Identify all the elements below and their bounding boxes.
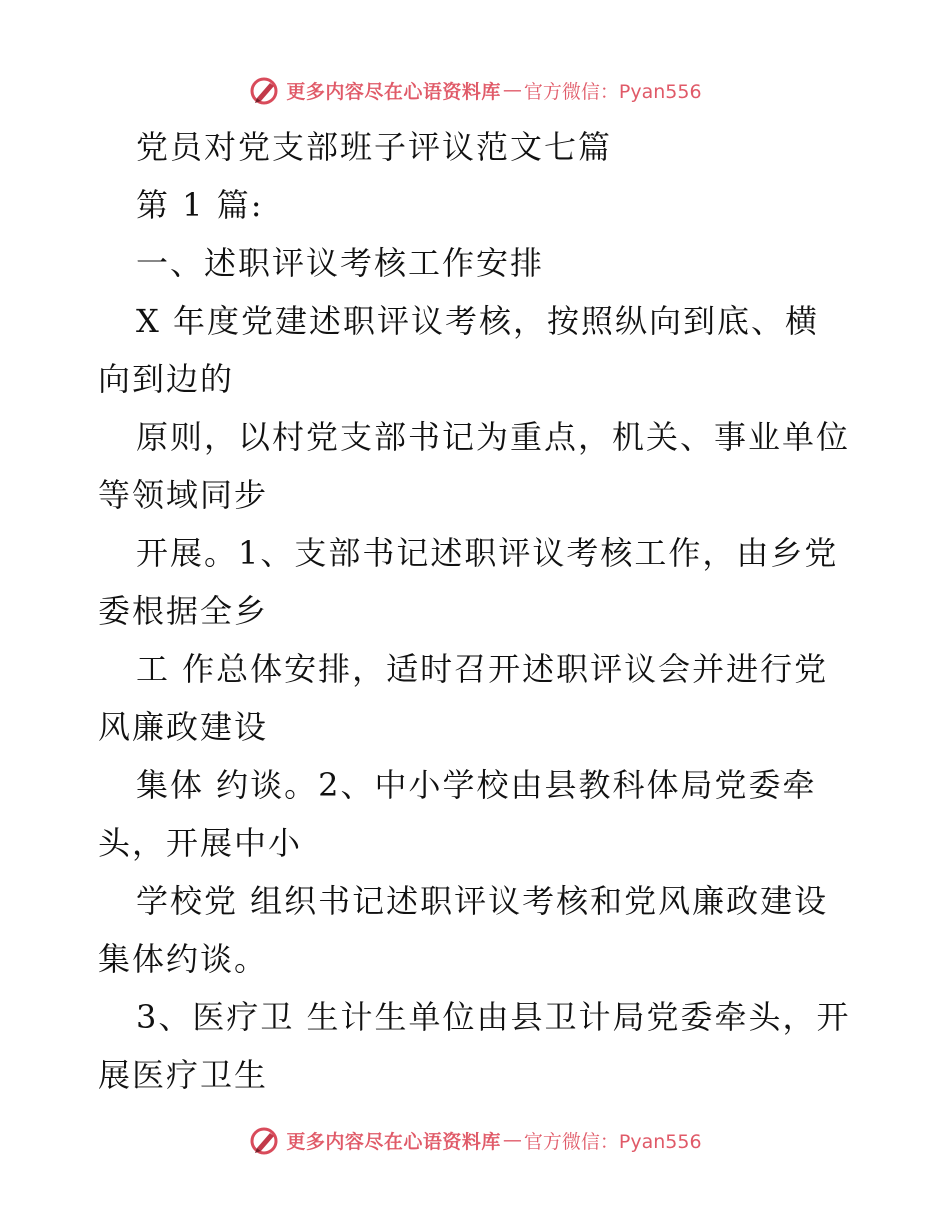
wechat-text: 官方微信：Pyan556	[523, 1130, 702, 1153]
pen-logo-icon	[248, 74, 280, 106]
text-line: 委根据全乡	[98, 592, 269, 630]
footer-watermark	[0, 1120, 950, 1160]
text-line: 头，开展中小	[98, 824, 303, 862]
banner-separator: —	[502, 79, 522, 101]
text-line: 3、医疗卫 生计生单位由县卫计局党委牵头，开	[136, 998, 851, 1036]
text-line: 集体 约谈。2、中小学校由县教科体局党委牵	[136, 766, 817, 804]
wechat-text: 官方微信：Pyan556	[523, 80, 702, 103]
document-body	[98, 118, 858, 1104]
text-line: 学校党 组织书记述职评议考核和党风廉政建设	[136, 882, 829, 920]
brand-text: 更多内容尽在心语资料库	[286, 80, 501, 103]
text-line: X 年度党建述职评议考核，按照纵向到底、横	[136, 302, 819, 340]
text-line: 原则，以村党支部书记为重点，机关、事业单位	[136, 418, 851, 456]
text-line: 开展。1、支部书记述职评议考核工作，由乡党	[136, 534, 839, 572]
document-title: 党员对党支部班子评议范文七篇	[136, 128, 613, 166]
text-line: 第 1 篇:	[136, 186, 264, 224]
text-line: 一、述职评议考核工作安排	[136, 244, 545, 282]
text-line: 集体约谈。	[98, 940, 269, 978]
text-line: 工 作总体安排，适时召开述职评议会并进行党	[136, 650, 829, 688]
text-line: 等领域同步	[98, 476, 269, 514]
text-line: 向到边的	[98, 360, 235, 398]
header-watermark	[0, 70, 950, 110]
pen-logo-icon	[248, 1124, 280, 1156]
text-line: 展医疗卫生	[98, 1056, 269, 1094]
banner-separator: —	[502, 1129, 522, 1151]
brand-text: 更多内容尽在心语资料库	[286, 1130, 501, 1153]
text-line: 风廉政建设	[98, 708, 269, 746]
